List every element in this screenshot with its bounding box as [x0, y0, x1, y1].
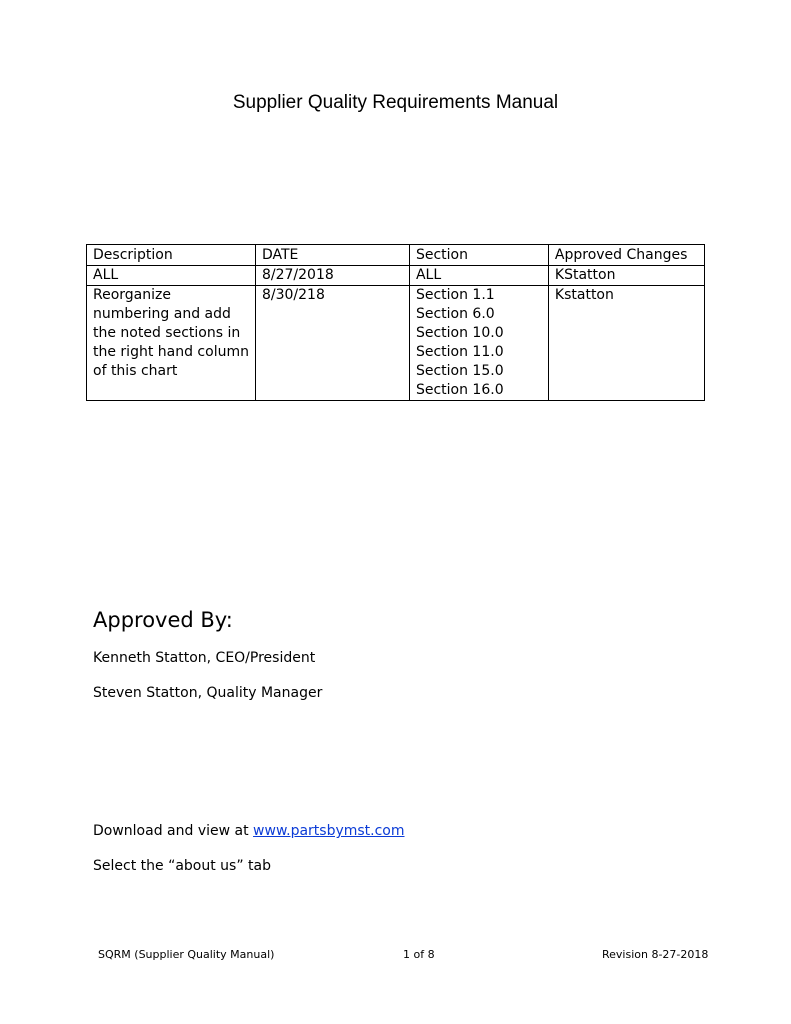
section-line: Section 11.0	[415, 344, 504, 360]
footer-revision: Revision 8-27-2018	[602, 948, 709, 961]
row1-approved: KStatton	[548, 266, 704, 286]
approver-quality-manager: Steven Statton, Quality Manager	[93, 685, 323, 701]
footer-page-number: 1 of 8	[403, 948, 435, 961]
header-section: Section	[409, 245, 548, 266]
row2-section	[409, 286, 548, 401]
row1-description	[87, 266, 256, 286]
description-line: Reorganize	[93, 287, 171, 303]
revision-table	[86, 244, 705, 401]
section-line: Section 15.0	[415, 363, 504, 379]
description-line: the noted sections in	[93, 325, 241, 341]
document-title: Supplier Quality Requirements Manual	[232, 92, 559, 113]
row2-date: 8/30/218	[255, 286, 409, 401]
header-description: Description	[87, 245, 256, 266]
table-row	[87, 266, 705, 286]
footer-document-name: SQRM (Supplier Quality Manual)	[98, 948, 275, 961]
download-line	[93, 823, 405, 839]
approved-by-heading: Approved By:	[93, 608, 233, 632]
table-header-row	[87, 245, 705, 266]
row1-date: 8/27/2018	[255, 266, 409, 286]
download-prefix: Download and view at	[93, 823, 254, 839]
header-approved-changes: Approved Changes	[548, 245, 704, 266]
row2-description	[87, 286, 256, 401]
section-line: Section 6.0	[415, 306, 495, 322]
description-line: of this chart	[93, 363, 178, 379]
description-line: ALL	[93, 267, 119, 283]
section-line: Section 16.0	[415, 382, 504, 398]
website-link[interactable]: www.partsbymst.com	[253, 823, 405, 839]
description-line: numbering and add	[93, 306, 231, 322]
approver-ceo: Kenneth Statton, CEO/President	[93, 650, 316, 666]
table-row	[87, 286, 705, 401]
about-us-instruction: Select the “about us” tab	[93, 858, 271, 874]
description-line: the right hand column	[93, 344, 249, 360]
header-date: DATE	[255, 245, 409, 266]
section-line: Section 10.0	[415, 325, 504, 341]
row2-approved: Kstatton	[548, 286, 704, 401]
section-line: Section 1.1	[415, 287, 495, 303]
section-line: ALL	[415, 267, 442, 283]
row1-section	[409, 266, 548, 286]
